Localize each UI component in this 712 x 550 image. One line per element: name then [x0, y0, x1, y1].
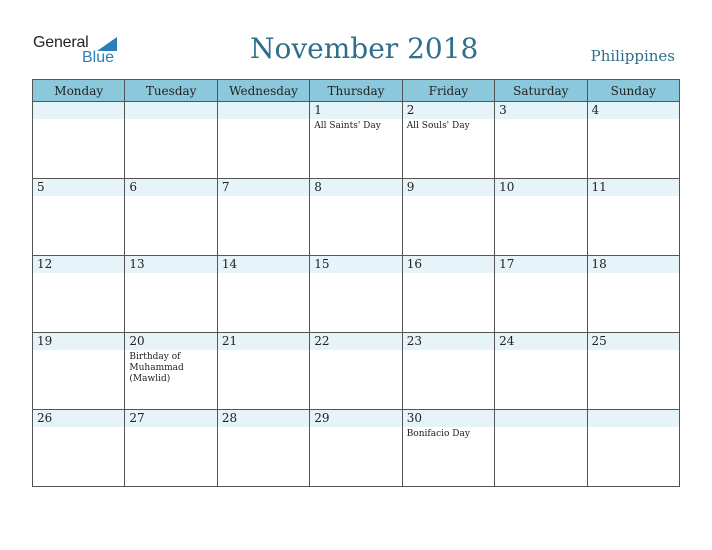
day-number: 16 [403, 256, 494, 273]
day-cell [495, 256, 587, 333]
logo-text-general: General [33, 34, 89, 51]
brand-logo [33, 34, 133, 70]
page-title: November 2018 [250, 32, 479, 65]
day-cell [125, 333, 217, 410]
week-row [33, 179, 680, 256]
day-number: 27 [125, 410, 216, 427]
day-number: 4 [588, 102, 679, 119]
day-number: 21 [218, 333, 309, 350]
day-number: 1 [310, 102, 401, 119]
weekday-header: Thursday [310, 80, 402, 102]
day-cell [402, 410, 494, 487]
day-cell [495, 102, 587, 179]
day-cell [310, 410, 402, 487]
day-number: 28 [218, 410, 309, 427]
week-row [33, 410, 680, 487]
day-number: 19 [33, 333, 124, 350]
day-number: 8 [310, 179, 401, 196]
day-cell [587, 256, 679, 333]
weekday-header: Saturday [495, 80, 587, 102]
week-row [33, 333, 680, 410]
day-number: 2 [403, 102, 494, 119]
day-number: 12 [33, 256, 124, 273]
weekday-header: Tuesday [125, 80, 217, 102]
day-number: 26 [33, 410, 124, 427]
holiday-label: All Souls' Day [406, 121, 470, 131]
week-row [33, 102, 680, 179]
day-cell [310, 256, 402, 333]
day-cell [402, 256, 494, 333]
logo-text-blue: Blue [82, 49, 115, 66]
day-cell [495, 410, 587, 487]
day-cell [217, 256, 309, 333]
day-number: 9 [403, 179, 494, 196]
day-cell [217, 102, 309, 179]
day-cell [310, 102, 402, 179]
weekday-header: Wednesday [217, 80, 309, 102]
day-cell [33, 333, 125, 410]
day-number: 5 [33, 179, 124, 196]
day-number [218, 102, 309, 119]
day-cell [310, 179, 402, 256]
day-cell [125, 410, 217, 487]
holiday-label: All Saints' Day [314, 121, 381, 131]
day-cell [402, 179, 494, 256]
day-number [125, 102, 216, 119]
day-cell [33, 102, 125, 179]
day-cell [587, 102, 679, 179]
day-number: 18 [588, 256, 679, 273]
day-cell [125, 256, 217, 333]
day-number: 10 [495, 179, 586, 196]
day-number: 20 [125, 333, 216, 350]
day-cell [125, 102, 217, 179]
day-number: 3 [495, 102, 586, 119]
weekday-header: Monday [33, 80, 125, 102]
weekday-header: Sunday [587, 80, 679, 102]
day-number [33, 102, 124, 119]
day-number: 22 [310, 333, 401, 350]
day-number: 30 [403, 410, 494, 427]
day-cell [587, 179, 679, 256]
weekday-header: Friday [402, 80, 494, 102]
day-number: 24 [495, 333, 586, 350]
day-number: 15 [310, 256, 401, 273]
day-cell [495, 179, 587, 256]
calendar-body [33, 102, 680, 487]
day-cell [217, 410, 309, 487]
calendar-grid [32, 79, 680, 487]
day-cell [402, 333, 494, 410]
day-number [588, 410, 679, 427]
day-cell [125, 179, 217, 256]
day-cell [217, 179, 309, 256]
day-number: 13 [125, 256, 216, 273]
country-label: Philippines [590, 47, 675, 65]
day-cell [33, 256, 125, 333]
day-cell [402, 102, 494, 179]
holiday-label: Bonifacio Day [406, 429, 470, 439]
week-row [33, 256, 680, 333]
day-cell [587, 333, 679, 410]
day-cell [33, 179, 125, 256]
day-number [495, 410, 586, 427]
weekday-header-row [33, 80, 680, 102]
day-number: 23 [403, 333, 494, 350]
day-number: 11 [588, 179, 679, 196]
day-cell [33, 410, 125, 487]
holiday-label: Birthday of Muhammad (Mawlid) [129, 352, 184, 384]
day-cell [495, 333, 587, 410]
day-cell [217, 333, 309, 410]
day-number: 17 [495, 256, 586, 273]
day-number: 6 [125, 179, 216, 196]
day-cell [310, 333, 402, 410]
day-number: 7 [218, 179, 309, 196]
day-number: 14 [218, 256, 309, 273]
day-cell [587, 410, 679, 487]
day-number: 29 [310, 410, 401, 427]
day-number: 25 [588, 333, 679, 350]
